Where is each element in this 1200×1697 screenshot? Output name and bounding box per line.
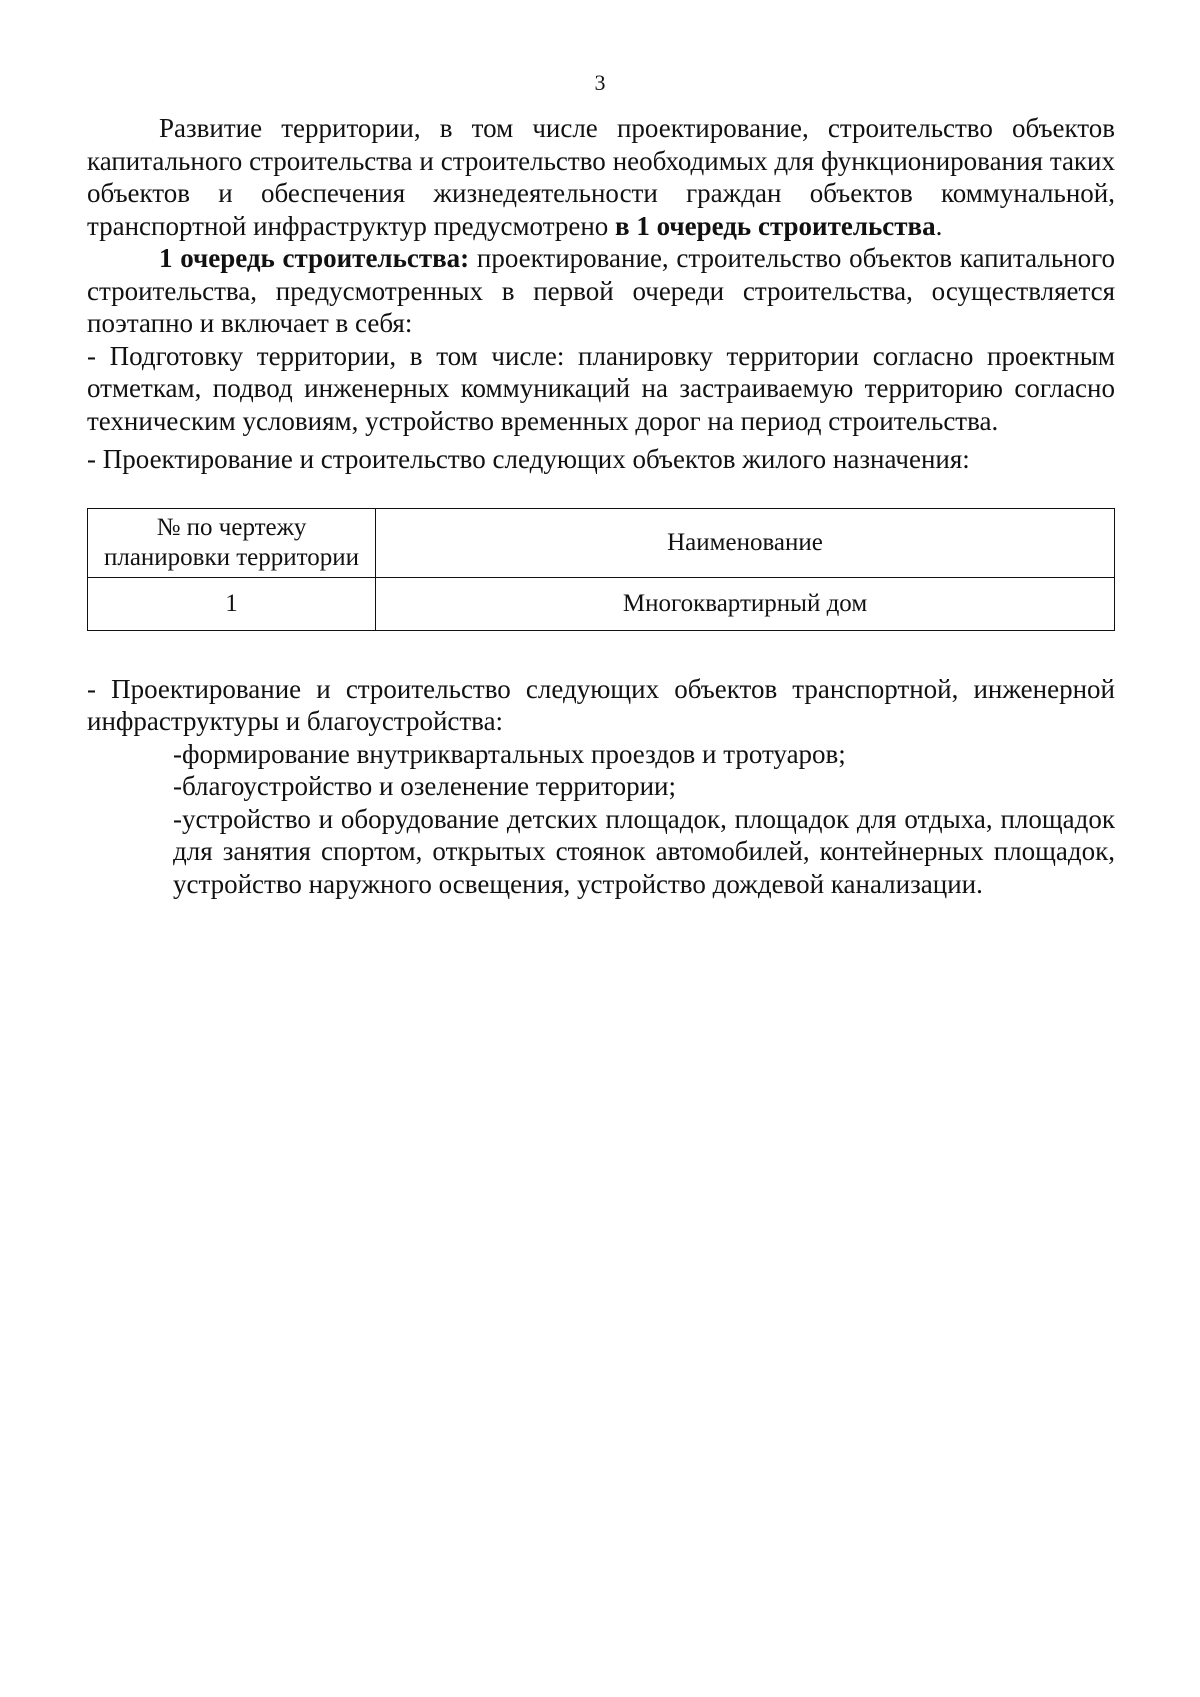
first-stage-heading: 1 очередь строительства: — [159, 243, 470, 273]
paragraph-residential-objects: - Проектирование и строительство следующих объектов жилого назначения: — [87, 444, 970, 474]
table-header-row — [88, 508, 1115, 577]
paragraph-first-stage — [87, 242, 1115, 340]
paragraph-territory-preparation: - Подготовку территории, в том числе: планировку территории согласно проектным отметкам, подвод инженерных коммуникаций на застраиваемую территорию согласно техническим условиям, устройство временных дорог на период строительства. — [87, 340, 1115, 436]
table-cell-number: 1 — [88, 577, 376, 630]
paragraph-development-end: . — [935, 210, 943, 241]
table-header-number: № по чертежу планировки территории — [88, 508, 376, 577]
paragraph-development-bold: в 1 очередь строительства — [615, 210, 936, 241]
list-item: -устройство и оборудование детских площадок, площадок для отдыха, площадок для занятия спортом, открытых стоянок автомобилей, контейнерных площадок, устройство наружного освещения, устройство дождевой канализации. — [173, 803, 1115, 899]
table-cell-name: Многоквартирный дом — [376, 577, 1115, 630]
document-body — [87, 112, 1115, 900]
objects-table — [87, 508, 1115, 631]
paragraph-development — [87, 112, 1115, 242]
paragraph-infrastructure: - Проектирование и строительство следующих объектов транспортной, инженерной инфраструктуры и благоустройства: — [87, 673, 1115, 736]
paragraph-development-text: Развитие территории, в том числе проектирование, строительство объектов капитального строительства и строительство необходимых для функционирования таких объектов и обеспечения жизнедеятельности граждан объектов коммунальной, транспортной инфраструктур предусмотрено — [87, 113, 1115, 241]
first-stage-text: проектирование, строительство объектов капитального строительства, предусмотренных в первой очереди строительства, осуществляется поэтапно и включает в себя: — [87, 243, 1115, 338]
list-item: -благоустройство и озеленение территории; — [173, 771, 676, 801]
table-header-name: Наименование — [376, 508, 1115, 577]
list-item: -формирование внутриквартальных проездов и тротуаров; — [173, 738, 846, 769]
page-number: 3 — [594, 70, 606, 95]
table-row — [88, 577, 1115, 630]
infrastructure-list — [173, 738, 1115, 901]
